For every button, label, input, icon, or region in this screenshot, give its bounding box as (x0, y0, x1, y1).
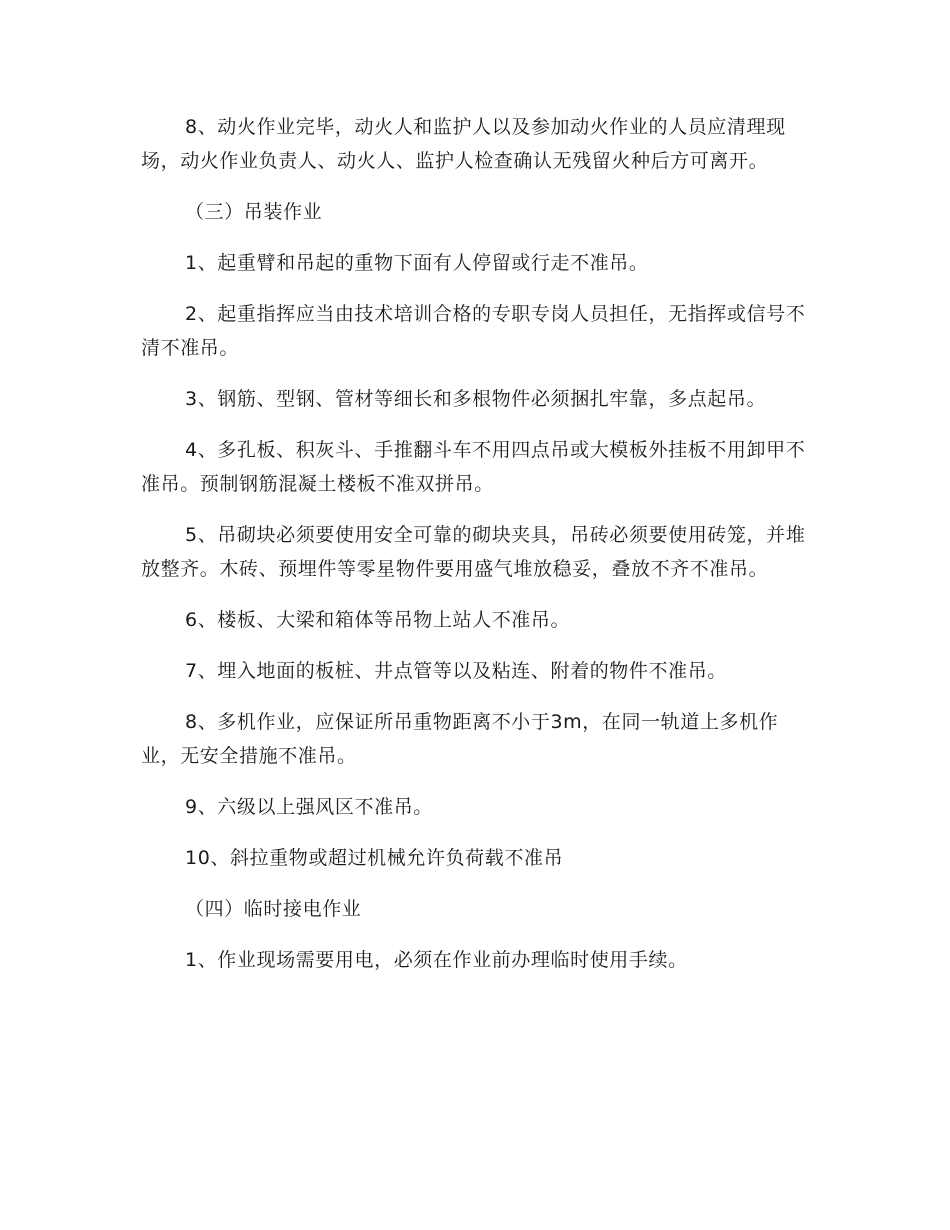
paragraph-item-5: 5、吊砌块必须要使用安全可靠的砌块夹具，吊砖必须要使用砖笼，并堆放整齐。木砖、预埋件等零星物件要用盛气堆放稳妥，叠放不齐不准吊。 (141, 524, 806, 580)
section-heading-temporary-power: （四）临时接电作业 (185, 898, 362, 920)
paragraph-item-1: 1、起重臂和吊起的重物下面有人停留或行走不准吊。 (185, 252, 649, 274)
paragraph-item-7: 7、埋入地面的板桩、井点管等以及粘连、附着的物件不准吊。 (185, 660, 727, 682)
paragraph-item-1-temporary-power: 1、作业现场需要用电，必须在作业前办理临时使用手续。 (185, 949, 688, 971)
paragraph-item-10: 10、斜拉重物或超过机械允许负荷载不准吊 (185, 847, 564, 869)
paragraph-item-4: 4、多孔板、积灰斗、手推翻斗车不用四点吊或大模板外挂板不用卸甲不准吊。预制钢筋混凝土楼板不准双拼吊。 (141, 439, 806, 495)
paragraph-item-8-hot-work-cleanup: 8、动火作业完毕，动火人和监护人以及参加动火作业的人员应清理现场，动火作业负责人、动火人、监护人检查确认无残留火种后方可离开。 (141, 116, 786, 172)
paragraph-item-2: 2、起重指挥应当由技术培训合格的专职专岗人员担任，无指挥或信号不清不准吊。 (141, 303, 806, 359)
document-body (141, 110, 816, 994)
paragraph-item-6: 6、楼板、大梁和箱体等吊物上站人不准吊。 (185, 609, 571, 631)
section-heading-lifting-operations: （三）吊装作业 (185, 201, 323, 223)
paragraph-item-3: 3、钢筋、型钢、管材等细长和多根物件必须捆扎牢靠，多点起吊。 (185, 388, 767, 410)
paragraph-item-9: 9、六级以上强风区不准吊。 (185, 796, 433, 818)
paragraph-item-8: 8、多机作业，应保证所吊重物距离不小于3m，在同一轨道上多机作业，无安全措施不准吊。 (141, 711, 779, 767)
